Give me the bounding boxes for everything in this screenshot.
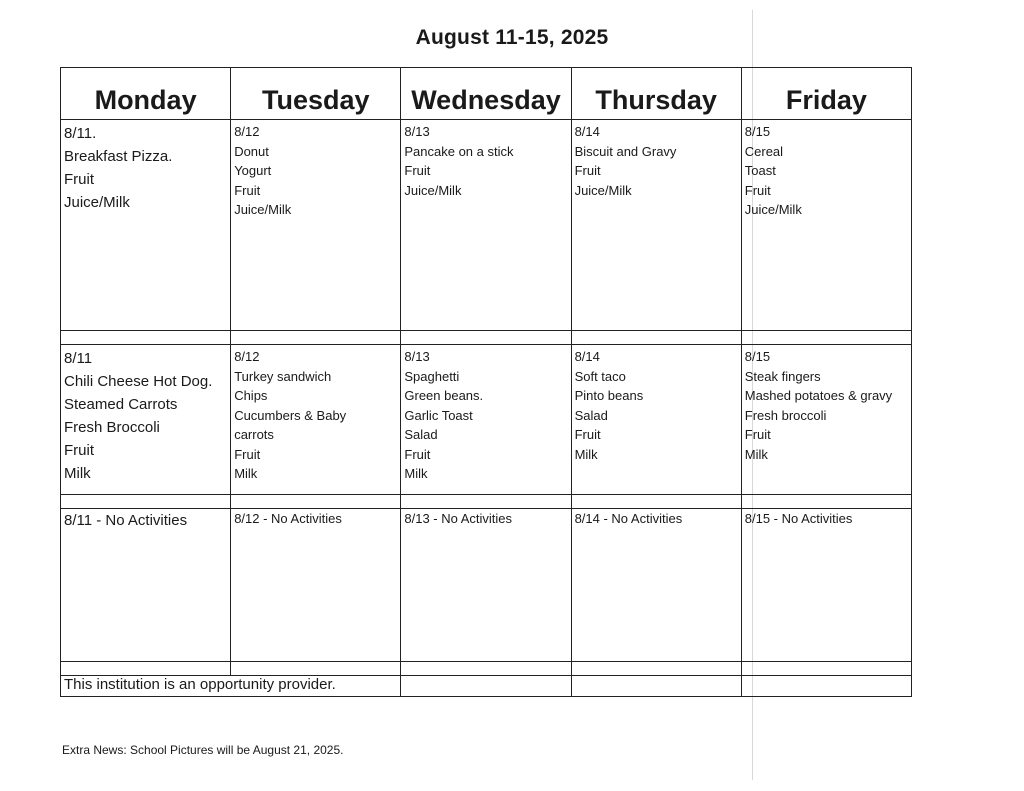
menu-item: Fruit [744,182,771,198]
menu-item: Fruit [64,442,94,459]
lunch-cell-wednesday [401,345,571,495]
activity-cell-monday [61,509,231,662]
breakfast-row [61,120,912,331]
menu-item: Pancake on a stick [404,143,514,159]
menu-item: Fruit [404,163,431,178]
lunch-cell-tuesday [231,345,401,495]
spacer-row [61,662,912,676]
footer-row [61,676,912,697]
lunch-date: 8/13 [404,349,430,364]
breakfast-date: 8/11. [64,125,97,142]
menu-item: Biscuit and Gravy [574,143,677,159]
menu-item: Fresh Broccoli [64,419,160,436]
menu-item: Milk [574,446,598,462]
spacer-row [61,495,912,509]
menu-item: Fruit [234,446,261,462]
breakfast-cell-thursday [571,120,741,331]
menu-item: Milk [64,465,91,482]
footer-note: This institution is an opportunity provider. [64,676,336,693]
spacer-row [61,331,912,345]
breakfast-cell-tuesday [231,120,401,331]
page-title: August 11-15, 2025 [415,26,609,49]
lunch-date: 8/11 [64,350,93,367]
menu-item: Steak fingers [744,368,821,384]
activities-row [61,509,912,662]
activity-text: 8/15 - No Activities [744,511,853,526]
menu-item: Cucumbers & Baby [234,407,347,423]
menu-item: Fruit [64,171,94,188]
menu-item: Cereal [744,143,784,159]
activity-text: 8/12 - No Activities [234,511,342,526]
menu-item: carrots [234,427,274,442]
menu-item: Fruit [234,182,261,198]
extra-news: Extra News: School Pictures will be August 21, 2025. [62,743,344,757]
day-header-friday: Friday [741,68,911,120]
menu-item: Steamed Carrots [64,396,178,413]
menu-item: Milk [404,466,428,481]
menu-item: Salad [404,427,438,442]
day-header-monday: Monday [61,68,231,120]
menu-item: Pinto beans [574,388,644,403]
day-header-wednesday: Wednesday [401,68,571,120]
lunch-date: 8/15 [744,349,771,364]
activity-cell-tuesday [231,509,401,662]
header-row [61,68,912,120]
menu-item: Milk [744,446,768,462]
menu-item: Juice/Milk [744,202,802,217]
menu-item: Fruit [574,427,601,442]
breakfast-date: 8/15 [744,124,771,139]
menu-item: Yogurt [234,163,272,178]
menu-item: Donut [234,143,269,159]
menu-item: Toast [744,163,776,178]
menu-item: Green beans. [404,388,484,403]
menu-item: Turkey sandwich [234,368,332,384]
lunch-cell-thursday [571,345,741,495]
activity-text: 8/14 - No Activities [574,511,683,526]
menu-item: Juice/Milk [574,182,632,198]
menu-item: Chips [234,388,268,403]
menu-item: Juice/Milk [64,194,130,211]
breakfast-date: 8/12 [234,124,260,139]
menu-item: Fruit [404,446,431,462]
menu-item: Chili Cheese Hot Dog. [64,373,213,390]
activity-cell-thursday [571,509,741,662]
activity-text: 8/11 - No Activities [64,512,188,529]
breakfast-date: 8/13 [404,124,430,139]
activity-cell-wednesday [401,509,571,662]
menu-item: Milk [234,466,258,481]
menu-item: Breakfast Pizza. [64,148,173,165]
menu-item: Soft taco [574,368,626,384]
menu-item: Garlic Toast [404,407,473,423]
footer-note-cell [61,676,401,697]
day-header-tuesday: Tuesday [231,68,401,120]
lunch-row [61,345,912,495]
menu-item: Mashed potatoes & gravy [744,388,893,403]
menu-item: Juice/Milk [404,182,462,198]
activity-text: 8/13 - No Activities [404,511,513,526]
menu-item: Fresh broccoli [744,407,827,423]
menu-item: Juice/Milk [234,202,292,217]
breakfast-date: 8/14 [574,124,600,139]
menu-item: Salad [574,407,608,423]
activity-cell-friday [741,509,911,662]
day-header-thursday: Thursday [571,68,741,120]
breakfast-cell-monday [61,120,231,331]
menu-item: Fruit [574,163,601,178]
lunch-date: 8/14 [574,349,600,364]
lunch-cell-friday [741,345,911,495]
lunch-cell-monday [61,345,231,495]
menu-item: Fruit [744,427,771,442]
menu-item: Spaghetti [404,368,460,384]
breakfast-cell-friday [741,120,911,331]
breakfast-cell-wednesday [401,120,571,331]
lunch-date: 8/12 [234,349,260,364]
weekly-menu-table [60,67,912,697]
